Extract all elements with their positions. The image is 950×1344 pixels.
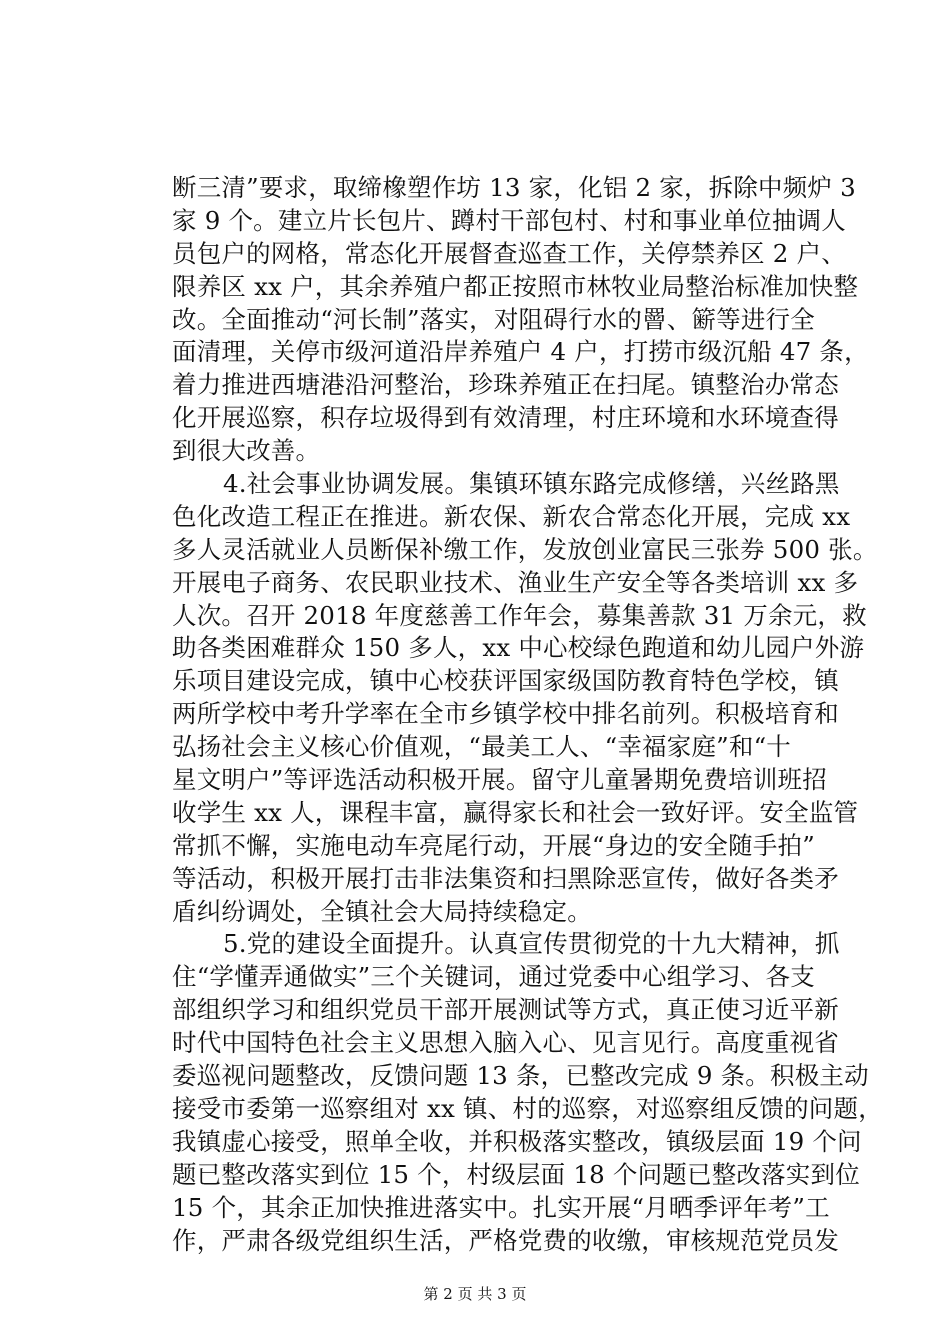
- text-line: 等活动，积极开展打击非法集资和扫黑除恶宣传，做好各类矛: [172, 863, 839, 893]
- text-line: 盾纠纷调处，全镇社会大局持续稳定。: [172, 896, 592, 926]
- section-5-heading-line: 5.党的建设全面提升。认真宣传贯彻党的十九大精神，抓: [223, 929, 840, 959]
- text-line: 部组织学习和组织党员干部开展测试等方式，真正使习近平新: [172, 995, 839, 1025]
- text-line: 乐项目建设完成，镇中心校获评国家级国防教育特色学校，镇: [172, 666, 839, 696]
- text-line: 两所学校中考升学率在全市乡镇学校中排名前列。积极培育和: [172, 699, 839, 729]
- page-footer: [0, 1284, 950, 1304]
- text-line: 收学生 xx 人，课程丰富，赢得家长和社会一致好评。安全监管: [172, 797, 859, 827]
- text-line: 我镇虚心接受，照单全收，并积极落实整改，镇级层面 19 个问: [172, 1126, 862, 1156]
- text-line: 改。全面推动“河长制”落实，对阻碍行水的罾、簖等进行全: [172, 304, 815, 334]
- section-4-heading-line: 4.社会事业协调发展。集镇环镇东路完成修缮，兴丝路黑: [223, 469, 840, 499]
- body-text: [172, 172, 883, 1257]
- text-line: 色化改造工程正在推进。新农保、新农合常态化开展，完成 xx: [172, 501, 851, 531]
- text-line: 接受市委第一巡察组对 xx 镇、村的巡察，对巡察组反馈的问题，: [172, 1093, 883, 1123]
- text-line: 星文明户”等评选活动积极开展。留守儿童暑期免费培训班招: [172, 765, 827, 795]
- text-line: 15 个，其余正加快推进落实中。扎实开展“月晒季评年考”工: [172, 1192, 830, 1222]
- text-line: 人次。召开 2018 年度慈善工作年会，募集善款 31 万余元，救: [172, 600, 867, 630]
- text-line: 限养区 xx 户，其余养殖户都正按照市林牧业局整治标准加快整: [172, 271, 859, 301]
- text-line: 员包户的网格，常态化开展督查巡查工作，关停禁养区 2 户、: [172, 238, 846, 268]
- text-line: 常抓不懈，实施电动车亮尾行动，开展“身边的安全随手拍”: [172, 830, 815, 860]
- text-line: 着力推进西塘港沿河整治，珍珠养殖正在扫尾。镇整治办常态: [172, 370, 839, 400]
- text-line: 到很大改善。: [172, 436, 321, 466]
- text-line: 弘扬社会主义核心价值观，“最美工人、“幸福家庭”和“十: [172, 732, 791, 762]
- text-line: 住“学懂弄通做实”三个关键词，通过党委中心组学习、各支: [172, 962, 815, 992]
- text-line: 委巡视问题整改，反馈问题 13 条，已整改完成 9 条。积极主动: [172, 1061, 869, 1091]
- text-line: 断三清”要求，取缔橡塑作坊 13 家，化铝 2 家，拆除中频炉 3: [172, 173, 856, 202]
- text-line: 多人灵活就业人员断保补缴工作，发放创业富民三张券 500 张。: [172, 534, 878, 564]
- text-line: 时代中国特色社会主义思想入脑入心、见言见行。高度重视省: [172, 1028, 839, 1058]
- text-line: 题已整改落实到位 15 个，村级层面 18 个问题已整改落实到位: [172, 1159, 860, 1189]
- text-line: 面清理，关停市级河道沿岸养殖户 4 户，打捞市级沉船 47 条，: [172, 337, 869, 367]
- page-number-label: 第 2 页 共 3 页: [423, 1285, 527, 1303]
- text-line: 开展电子商务、农民职业技术、渔业生产安全等各类培训 xx 多: [172, 567, 859, 597]
- text-line: 助各类困难群众 150 多人，xx 中心校绿色跑道和幼儿园户外游: [172, 633, 865, 663]
- text-line: 作，严肃各级党组织生活，严格党费的收缴，审核规范党员发: [172, 1225, 839, 1255]
- text-line: 家 9 个。建立片长包片、蹲村干部包村、村和事业单位抽调人: [172, 205, 846, 235]
- text-line: 化开展巡察，积存垃圾得到有效清理，村庄环境和水环境查得: [172, 403, 839, 433]
